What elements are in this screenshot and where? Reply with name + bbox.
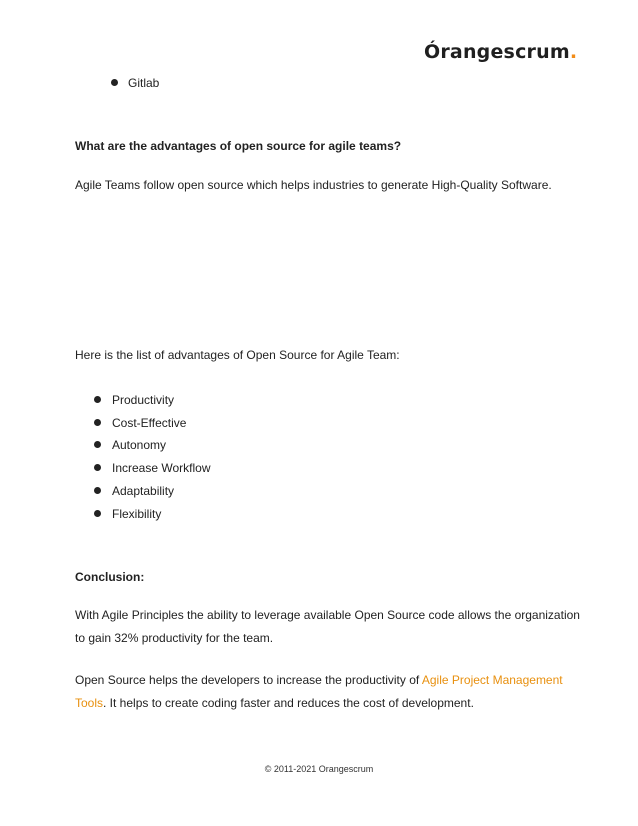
list-item: Gitlab	[128, 76, 160, 90]
conclusion-paragraph-line	[75, 672, 563, 688]
footer-copyright: © 2011-2021 Orangescrum	[264, 764, 374, 774]
list-item: Cost-Effective	[112, 416, 187, 430]
list-item: Increase Workflow	[112, 461, 211, 475]
agile-pm-tools-link[interactable]: Agile Project Management	[421, 673, 563, 687]
paragraph-text: Open Source helps the developers to increase the productivity of	[75, 673, 422, 687]
bullet-icon	[94, 464, 101, 471]
conclusion-heading: Conclusion:	[75, 570, 145, 584]
bullet-icon	[94, 396, 101, 403]
conclusion-paragraph-line: to gain 32% productivity for the team.	[75, 631, 274, 645]
bullet-icon	[94, 441, 101, 448]
bullet-icon	[94, 487, 101, 494]
intro-paragraph: Agile Teams follow open source which helps industries to generate High-Quality Software.	[75, 178, 552, 192]
section-heading: What are the advantages of open source for agile teams?	[75, 139, 402, 153]
orangescrum-logo: Órangescrum.	[424, 41, 578, 63]
list-item: Adaptability	[112, 484, 175, 498]
list-item: Flexibility	[112, 507, 162, 521]
paragraph-text: . It helps to create coding faster and reduces the cost of development.	[103, 696, 474, 710]
conclusion-paragraph-line: With Agile Principles the ability to leverage available Open Source code allows the organization	[75, 608, 580, 622]
list-item: Autonomy	[112, 438, 167, 452]
bullet-icon	[94, 510, 101, 517]
bullet-icon	[111, 79, 118, 86]
bullet-icon	[94, 419, 101, 426]
conclusion-paragraph-line	[75, 695, 474, 711]
agile-pm-tools-link[interactable]: Tools	[75, 696, 104, 710]
list-item: Productivity	[112, 393, 175, 407]
list-intro: Here is the list of advantages of Open Source for Agile Team:	[75, 348, 400, 362]
